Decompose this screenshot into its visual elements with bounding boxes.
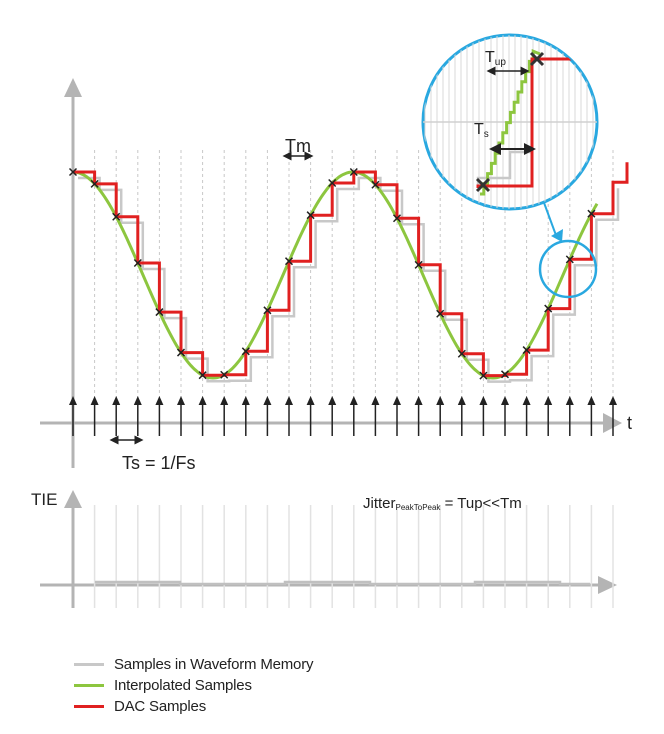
inset-tup-label: Tup (485, 49, 506, 68)
tie-chart (31, 490, 617, 608)
sample-impulse-arrowhead (479, 396, 487, 405)
legend-swatch-dac (74, 705, 104, 708)
sample-impulses (69, 396, 617, 436)
sample-impulse-arrowhead (263, 396, 271, 405)
tie-x-axis-arrowhead (598, 576, 617, 594)
sample-impulse-arrowhead (91, 396, 99, 405)
legend-label-interpolated: Interpolated Samples (114, 677, 252, 694)
sample-impulse-arrowhead (566, 396, 574, 405)
tm-label: Tm (285, 136, 311, 156)
sample-impulse-arrowhead (220, 396, 228, 405)
sample-impulse-arrowhead (112, 396, 120, 405)
sample-impulse-arrowhead (350, 396, 358, 405)
jitter-formula: JitterPeakToPeak = Tup<<Tm (363, 495, 522, 512)
tie-gridlines (95, 505, 613, 608)
sample-impulse-arrowhead (458, 396, 466, 405)
t-axis-label: t (627, 413, 633, 433)
sample-impulse-arrowhead (199, 396, 207, 405)
legend-label-memory: Samples in Waveform Memory (114, 656, 314, 673)
legend-swatch-interpolated (74, 684, 104, 687)
sample-impulse-arrowhead (415, 396, 423, 405)
legend-label-dac: DAC Samples (114, 698, 206, 715)
zoom-source-circle (540, 241, 596, 297)
sample-impulse-arrowhead (328, 396, 336, 405)
tie-y-axis-arrowhead (64, 490, 82, 508)
sample-impulse-arrowhead (371, 396, 379, 405)
y-axis-arrowhead (64, 78, 82, 97)
legend-swatch-memory (74, 663, 104, 666)
legend-item-dac (74, 696, 313, 717)
sample-impulse-arrowhead (501, 396, 509, 405)
sample-impulse-arrowhead (177, 396, 185, 405)
tie-label: TIE (31, 490, 58, 509)
sample-impulse-arrowhead (285, 396, 293, 405)
sample-impulse-arrowhead (523, 396, 531, 405)
zoom-connector (543, 200, 557, 238)
inset-ts-label: Ts (474, 121, 489, 140)
sample-impulse-arrowhead (393, 396, 401, 405)
legend-item-memory (74, 654, 313, 675)
sample-impulse-arrowhead (69, 396, 77, 405)
sample-impulse-arrowhead (307, 396, 315, 405)
legend-item-interpolated (74, 675, 313, 696)
zoom-connector-arrowhead (551, 229, 563, 242)
sample-impulse-arrowhead (155, 396, 163, 405)
sample-impulse-arrowhead (609, 396, 617, 405)
sample-impulse-arrowhead (544, 396, 552, 405)
sample-impulse-arrowhead (436, 396, 444, 405)
sample-impulse-arrowhead (242, 396, 250, 405)
ts-label: Ts = 1/Fs (122, 453, 196, 473)
sample-impulse-arrowhead (587, 396, 595, 405)
sample-impulse-arrowhead (134, 396, 142, 405)
legend (74, 654, 313, 717)
